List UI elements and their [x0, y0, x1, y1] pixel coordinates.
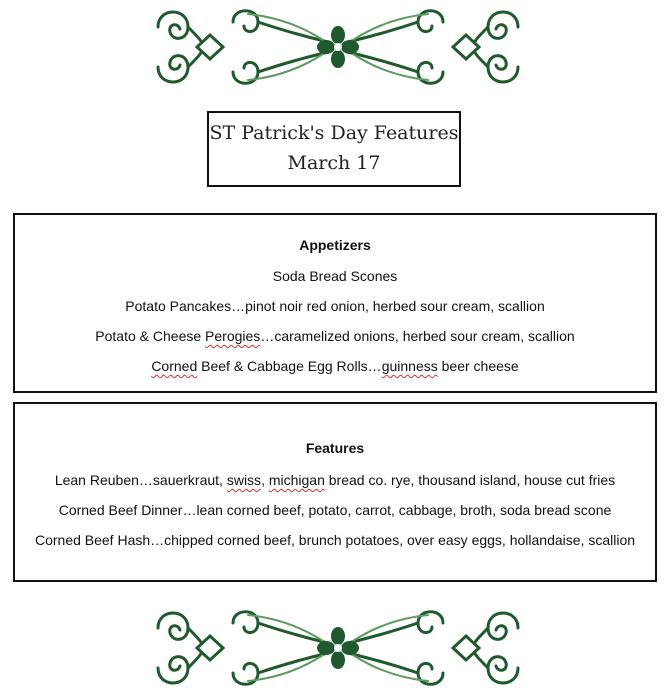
menu-item: Potato Pancakes…pinot noir red onion, herbed sour cream, scallion: [125, 298, 545, 314]
appetizers-heading: Appetizers: [299, 237, 371, 253]
menu-item: Soda Bread Scones: [272, 268, 398, 284]
features-section: [13, 402, 657, 582]
top-scroll-ornament-icon: [148, 2, 528, 92]
menu-item: Potato & Cheese Perogies…caramelized onions, herbed sour cream, scallion: [95, 328, 575, 344]
event-date: March 17: [287, 152, 381, 174]
title-box: [207, 111, 461, 187]
menu-item: Corned Beef Dinner…lean corned beef, potato, carrot, cabbage, broth, soda bread scone: [58, 502, 612, 518]
menu-item: Corned Beef Hash…chipped corned beef, brunch potatoes, over easy eggs, hollandaise, scallion: [34, 532, 636, 548]
shamrock-icon: [317, 627, 359, 669]
appetizers-section: [13, 213, 657, 393]
menu-item: Corned Beef & Cabbage Egg Rolls…guinness beer cheese: [151, 358, 519, 374]
features-heading: Features: [305, 440, 365, 456]
page-title: ST Patrick's Day Features: [209, 122, 459, 144]
menu-item: Lean Reuben…sauerkraut, swiss, michigan bread co. rye, thousand island, house cut fries: [54, 472, 616, 488]
shamrock-icon: [317, 26, 359, 68]
bottom-scroll-ornament-icon: [148, 603, 528, 693]
